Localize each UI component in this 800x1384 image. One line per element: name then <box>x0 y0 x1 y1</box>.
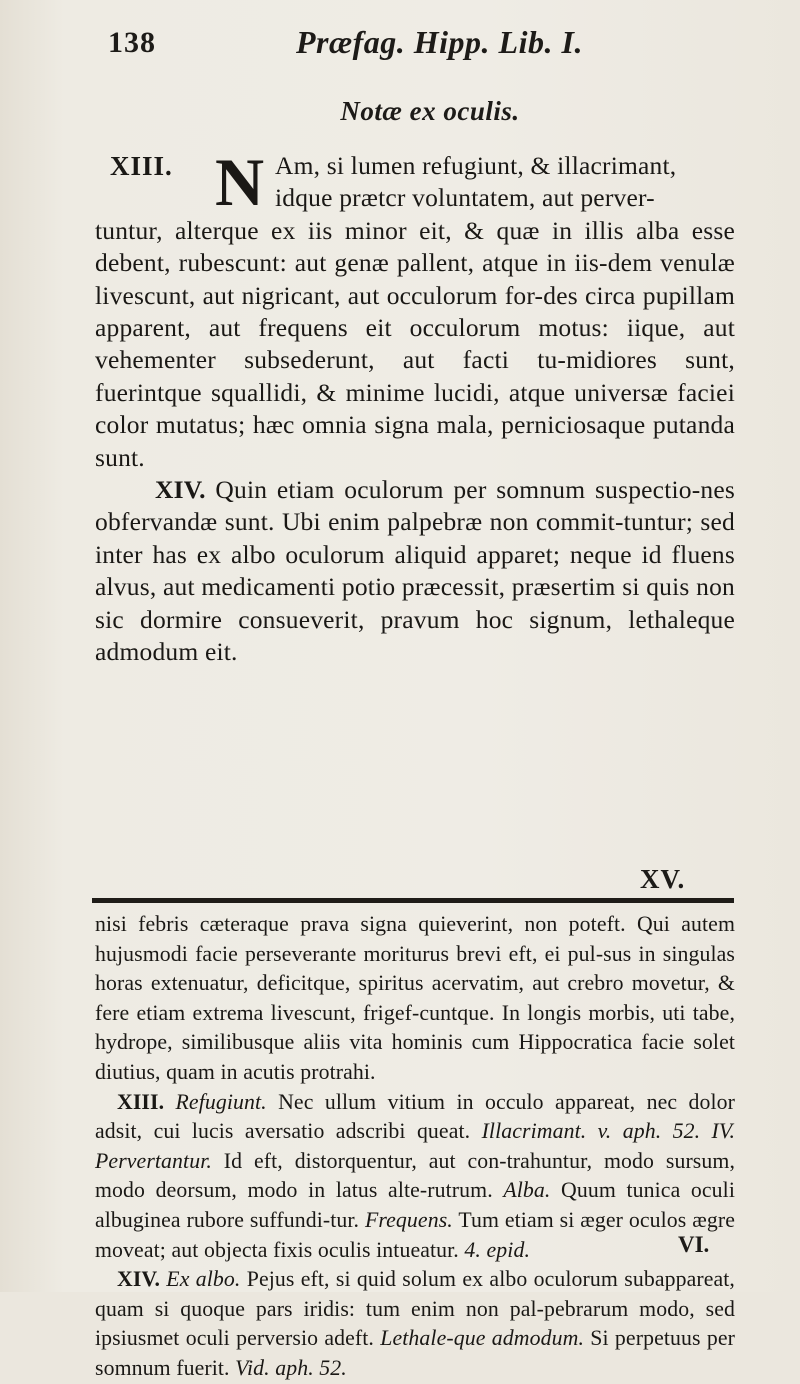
paragraph-text: tuntur, alterque ex iis minor eit, & quæ in illis alba esse debent, rubescunt: aut genæ pallent, atque in iis-dem venulæ livescunt, aut nigricant, aut occulorum for-des circa pupillam apparent, aut frequens eit occulorum motus: iique, aut vehementer subsederunt, aut facti tu-midiores sunt, fuerintque squallidi, & minime lucidi, atque universæ faciei color mutatus; hæc omnia signa mala, perniciosaque putanda sunt. <box>95 215 735 472</box>
commentary-text <box>95 910 735 1384</box>
drop-cap: N <box>215 144 265 220</box>
running-head <box>0 20 800 64</box>
lemma: Refugiunt. <box>175 1089 267 1114</box>
commentary-text-span: Si perpetuus per somnum fuerit. <box>95 1326 735 1380</box>
commentary-text-span: Quum tunica oculi albuginea rubore suffundi-tur. <box>95 1178 735 1232</box>
paragraph-number: XIV. <box>117 1267 161 1292</box>
catchword: XV. <box>640 864 686 894</box>
notes-text <box>95 144 735 669</box>
lemma: Alba. <box>503 1178 551 1203</box>
page-number: 138 <box>108 26 156 59</box>
commentary-text-span: Pejus eft, si quid solum ex albo oculorum subappareat, quam si quoque pars iridis: tum enim non pal-pebrarum modo, sed ipsiusmet oculi perversio adeft. <box>95 1267 735 1351</box>
commentary-paragraph: nisi febris cæteraque prava signa quieverint, non poteft. Qui autem hujusmodi facie perseverante moriturus brevi eft, ei pul-sus in singulas horas extenuatur, deficitque, spiritus acervatim, aut crebro movetur, & fere etiam extrema livescunt, frigef-cuntque. In longis morbis, uti tabe, hydrope, similibusque aliis vita hominis cum Hippocratica facie solet diutius, quam in acutis protrahi. <box>95 912 735 1084</box>
catchword: VI. <box>678 1232 710 1257</box>
lemma: Pervertantur. <box>95 1148 212 1173</box>
commentary-paragraph <box>95 1265 735 1383</box>
paragraph-text: Quin etiam oculorum per somnum suspectio-nes obfervandæ sunt. Ubi enim palpebræ non commit-tuntur; sed inter has ex albo oculorum aliquid apparet; neque id fluens alvus, aut medicamenti potio præcessit, præsertim si quis non sic dormire consueverit, pravum hoc signum, lethaleque admodum eit. <box>95 475 735 667</box>
lemma: Illacrimant. v. aph. 52. IV. <box>481 1119 735 1144</box>
commentary-text-span: Nec ullum vitium in occulo appareat, nec dolor adsit, cui lucis aversatio adscribi queat. <box>95 1089 735 1144</box>
lemma: Ex albo. <box>166 1267 241 1292</box>
reference: Vid. aph. 52. <box>235 1355 347 1380</box>
paragraph-number: XIV. <box>155 475 206 505</box>
commentary-text-span: Tum etiam si æger oculos ægre moveat; aut objecta fixis oculis intueatur. <box>95 1207 735 1262</box>
paragraph-number: XIII. <box>110 151 173 181</box>
lemma: Lethale-que admodum. <box>380 1326 584 1351</box>
paragraph-number: XIII. <box>117 1089 165 1114</box>
text-line: idque prætcr voluntatem, aut perver- <box>275 183 655 213</box>
commentary-paragraph <box>95 1088 735 1266</box>
lemma: Frequens. <box>364 1207 453 1232</box>
reference: 4. epid. <box>464 1237 530 1262</box>
paragraph-xiv <box>95 474 735 668</box>
paragraph-xiii <box>95 144 735 474</box>
running-title: Præfag. Hipp. Lib. I. <box>296 24 583 60</box>
text-line: Am, si lumen refugiunt, & illacrimant, <box>275 151 677 180</box>
divider-rule <box>92 898 734 903</box>
section-title: Notæ ex oculis. <box>340 96 520 126</box>
commentary-text-span: Id eft, distorquentur, aut con-trahuntur, modo sursum, modo deorsum, modo in latus alte-rutrum. <box>95 1148 735 1203</box>
